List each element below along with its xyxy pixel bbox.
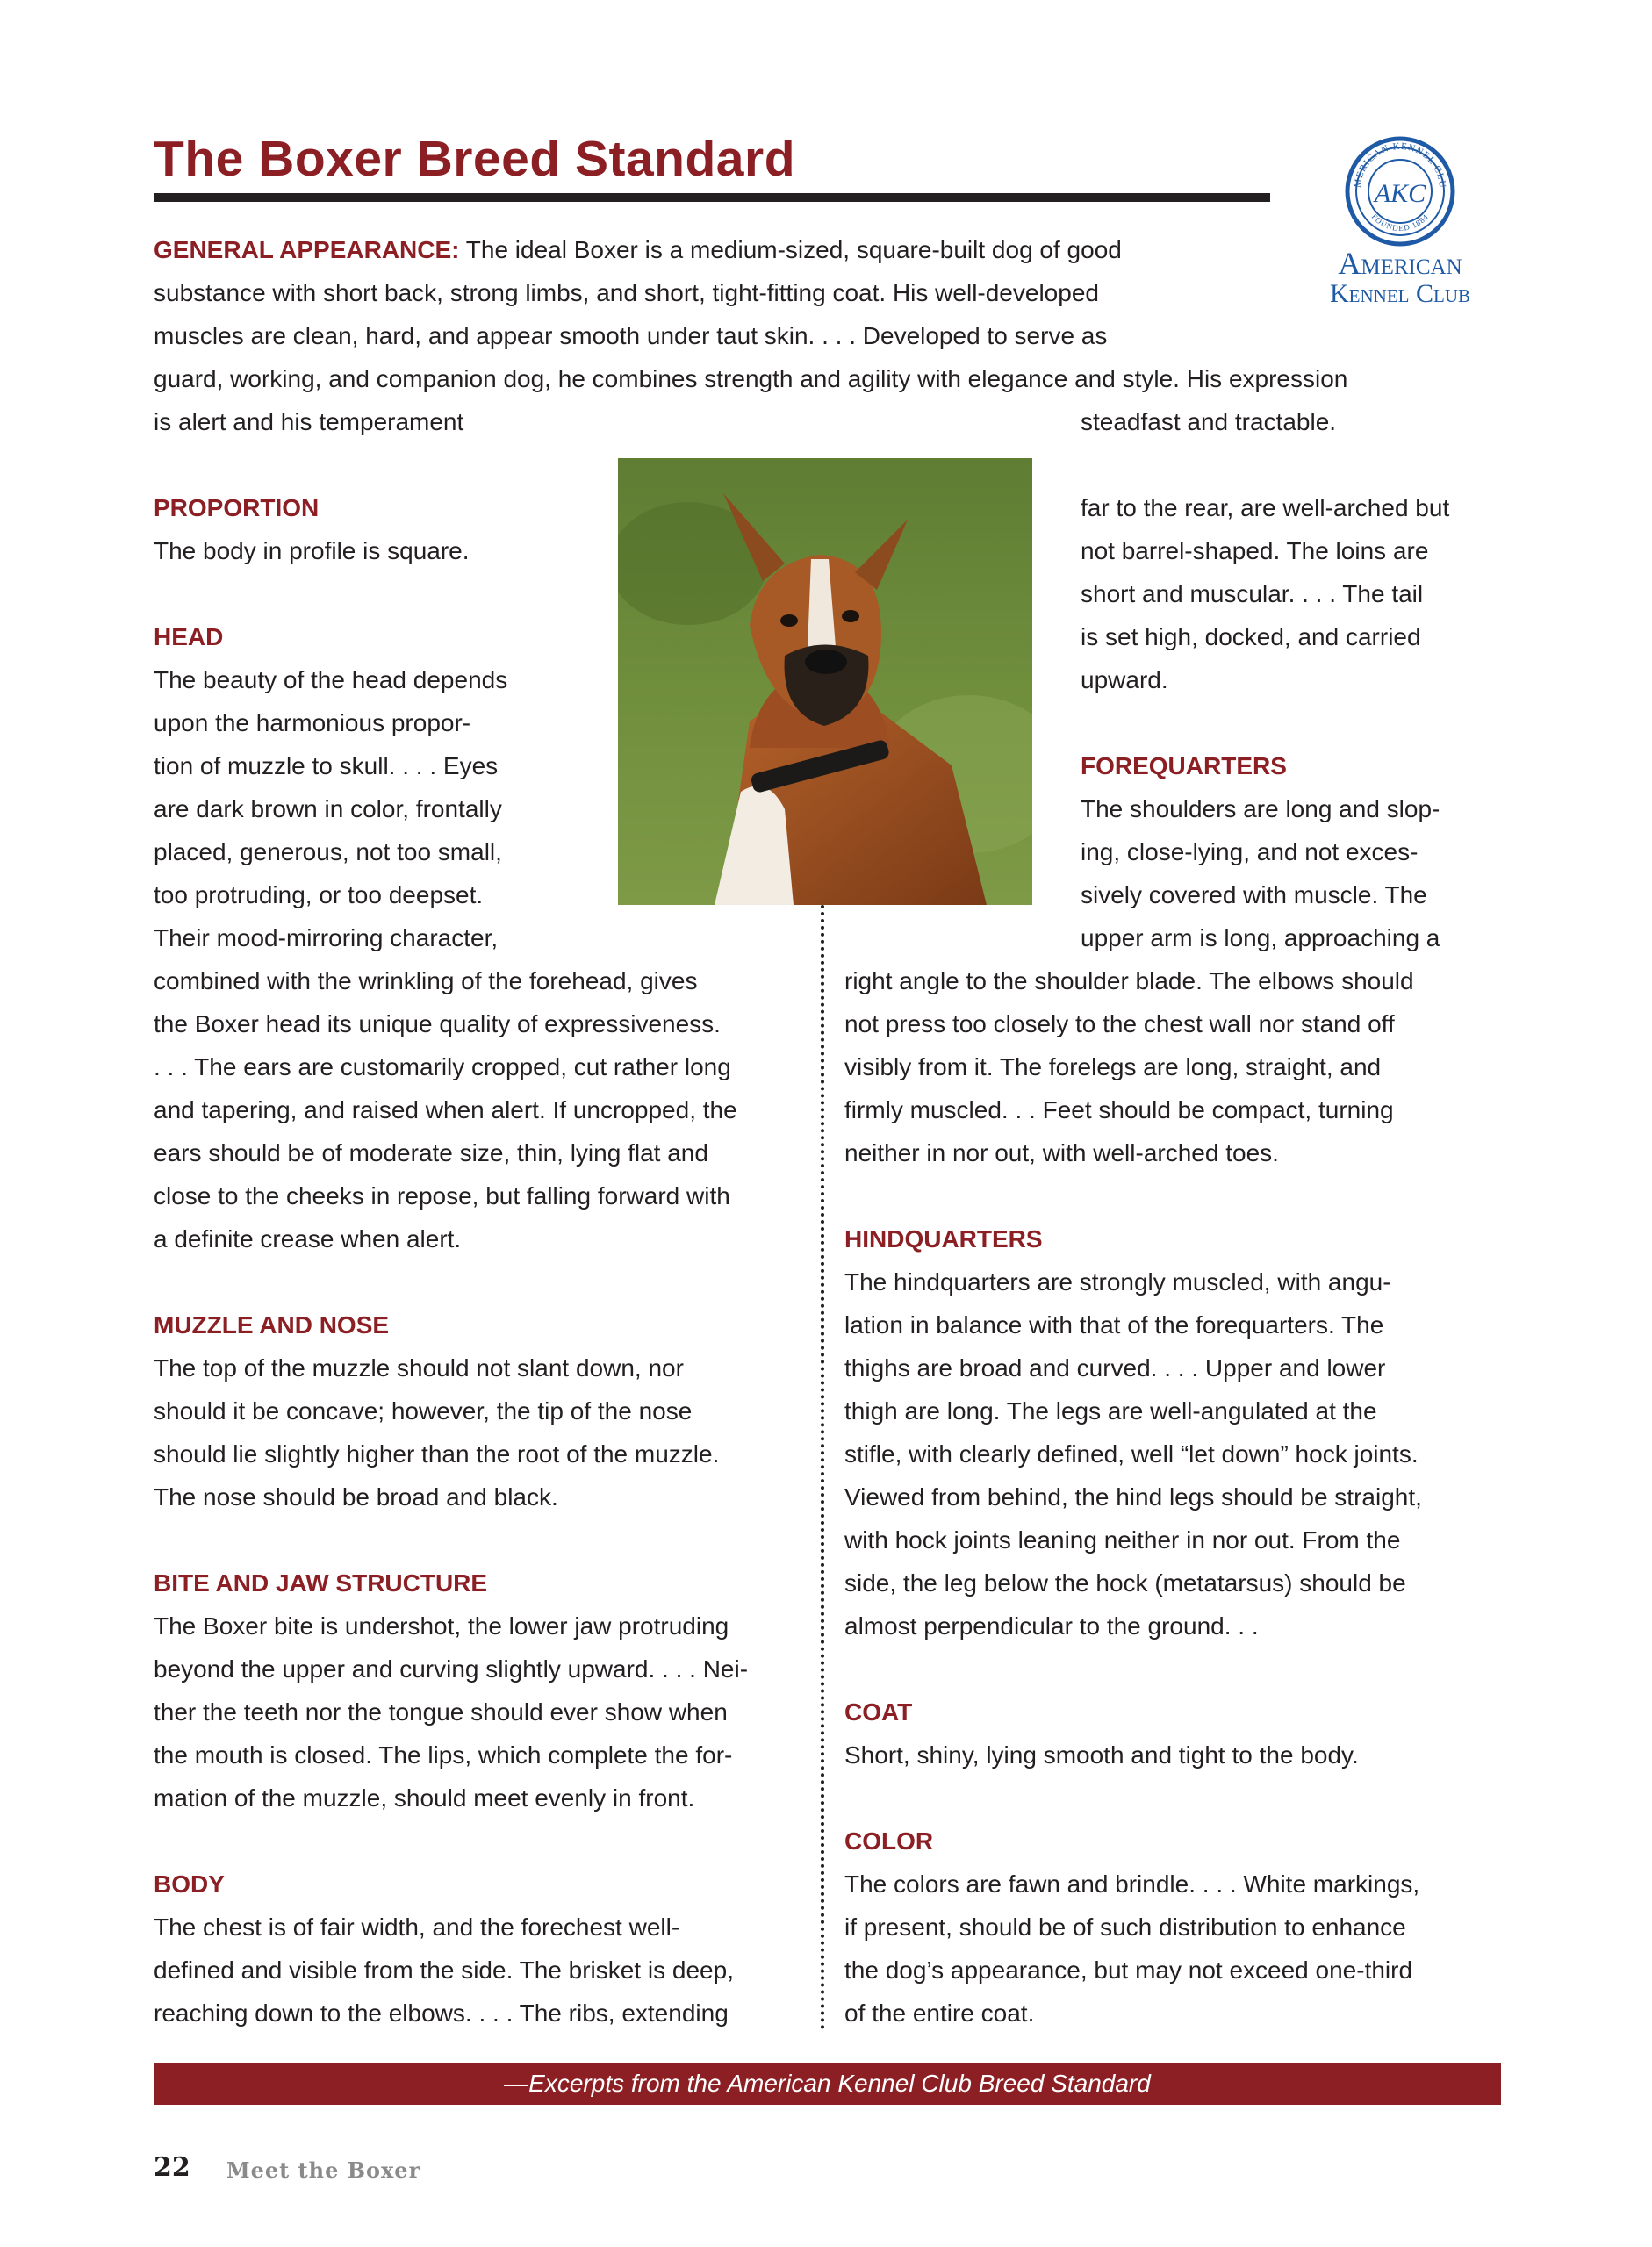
text-line: upper arm is long, approaching a (1081, 924, 1440, 951)
text-line: and tapering, and raised when alert. If uncropped, the (154, 1096, 737, 1124)
text-line: are dark brown in color, frontally (154, 795, 502, 822)
text-line: tion of muzzle to skull. . . . Eyes (154, 752, 499, 779)
logo-ring-bottom: FOUNDED 1884 (1369, 212, 1431, 233)
page-title: The Boxer Breed Standard (154, 131, 796, 187)
section-heading: BITE AND JAW STRUCTURE (154, 1569, 488, 1597)
logo-line2: Kennel Club (1330, 279, 1470, 307)
text-line: is alert and his temperament (154, 408, 464, 435)
text-line: thigh are long. The legs are well-angulated at the (844, 1397, 1377, 1425)
text-line: The nose should be broad and black. (154, 1483, 558, 1511)
section-heading: FOREQUARTERS (1081, 752, 1287, 779)
section-heading: BODY (154, 1870, 225, 1898)
logo-line1: American (1338, 246, 1462, 281)
text-line: combined with the wrinkling of the forehead, gives (154, 967, 698, 994)
text-line: the Boxer head its unique quality of expressiveness. (154, 1010, 721, 1037)
boxer-photo-image (618, 458, 1032, 905)
text-line: placed, generous, not too small, (154, 838, 502, 865)
text-line: ears should be of moderate size, thin, lying flat and (154, 1139, 708, 1167)
text-line: firmly muscled. . . Feet should be compact, turning (844, 1096, 1394, 1124)
text-line: lation in balance with that of the forequarters. The (844, 1311, 1384, 1339)
text-line: The shoulders are long and slop- (1081, 795, 1440, 822)
text-line: The hindquarters are strongly muscled, with angu- (844, 1268, 1391, 1296)
text-line: reaching down to the elbows. . . . The ribs, extending (154, 1999, 729, 2027)
section-heading: COLOR (844, 1827, 934, 1855)
general-appearance-first-line (154, 228, 1122, 271)
text-line: of the entire coat. (844, 1999, 1035, 2027)
text-line: close to the cheeks in repose, but falling forward with (154, 1182, 730, 1210)
text-line: a definite crease when alert. (154, 1225, 462, 1253)
text-line: The Boxer bite is undershot, the lower jaw protruding (154, 1612, 729, 1640)
text-line: The top of the muzzle should not slant down, nor (154, 1354, 684, 1382)
text-line: ther the teeth nor the tongue should ever show when (154, 1698, 728, 1726)
text-line: Short, shiny, lying smooth and tight to the body. (844, 1741, 1359, 1769)
text-line: The beauty of the head depends (154, 666, 508, 693)
column-divider (821, 905, 824, 2030)
text-line: Their mood-mirroring character, (154, 924, 499, 951)
text-line: almost perpendicular to the ground. . . (844, 1612, 1259, 1640)
title-rule (154, 193, 1270, 202)
running-head: Meet the Boxer (226, 2157, 421, 2183)
text-line: steadfast and tractable. (1081, 408, 1337, 435)
text-line: neither in nor out, with well-arched toes. (844, 1139, 1279, 1167)
text-line: upward. (1081, 666, 1168, 693)
section-heading: HEAD (154, 623, 224, 650)
text-line: the mouth is closed. The lips, which complete the for- (154, 1741, 733, 1769)
text-line: short and muscular. . . . The tail (1081, 580, 1424, 607)
text-line: sively covered with muscle. The (1081, 881, 1427, 908)
source-caption: —Excerpts from the American Kennel Club Breed Standard (504, 2070, 1151, 2097)
logo-ring-top: MERICAN KENNEL CLU (1352, 140, 1448, 190)
text-line: with hock joints leaning neither in nor out. From the (844, 1526, 1401, 1554)
section-heading: MUZZLE AND NOSE (154, 1311, 390, 1339)
akc-logo-icon (1299, 123, 1501, 307)
logo-monogram: AKC (1374, 179, 1426, 208)
text-line: . . . The ears are customarily cropped, cut rather long (154, 1053, 731, 1080)
general-appearance-text: The ideal Boxer is a medium-sized, square-built dog of good (465, 236, 1122, 263)
text-line: side, the leg below the hock (metatarsus) should be (844, 1569, 1406, 1597)
source-caption-bar (154, 2063, 1501, 2105)
text-line: not press too closely to the chest wall nor stand off (844, 1010, 1395, 1037)
text-line: if present, should be of such distribution to enhance (844, 1913, 1406, 1941)
section-heading: PROPORTION (154, 494, 320, 521)
text-line: The colors are fawn and brindle. . . . White markings, (844, 1870, 1420, 1898)
text-line: ing, close-lying, and not exces- (1081, 838, 1419, 865)
text-line: guard, working, and companion dog, he combines strength and agility with elegance and style. His expression (154, 365, 1348, 392)
text-line: thighs are broad and curved. . . . Upper and lower (844, 1354, 1386, 1382)
section-heading: COAT (844, 1698, 913, 1726)
text-line: far to the rear, are well-arched but (1081, 494, 1450, 521)
text-line: is set high, docked, and carried (1081, 623, 1421, 650)
text-line: upon the harmonious propor- (154, 709, 471, 736)
section-heading: HINDQUARTERS (844, 1225, 1043, 1253)
text-line: not barrel-shaped. The loins are (1081, 537, 1429, 564)
text-line: mation of the muzzle, should meet evenly in front. (154, 1784, 695, 1812)
text-line: the dog’s appearance, but may not exceed one-third (844, 1956, 1413, 1984)
text-line: defined and visible from the side. The brisket is deep, (154, 1956, 734, 1984)
text-line: substance with short back, strong limbs, and short, tight-fitting coat. His well-developed (154, 279, 1099, 306)
text-line: stifle, with clearly defined, well “let down” hock joints. (844, 1440, 1419, 1468)
akc-logo (1299, 123, 1501, 307)
text-line: should lie slightly higher than the root of the muzzle. (154, 1440, 720, 1468)
text-line: should it be concave; however, the tip of the nose (154, 1397, 693, 1425)
text-line: The chest is of fair width, and the forechest well- (154, 1913, 680, 1941)
general-appearance-heading: GENERAL APPEARANCE: (154, 236, 460, 263)
text-line: The body in profile is square. (154, 537, 470, 564)
text-line: Viewed from behind, the hind legs should be straight, (844, 1483, 1422, 1511)
boxer-photo (618, 458, 1032, 905)
text-line: muscles are clean, hard, and appear smooth under taut skin. . . . Developed to serve as (154, 322, 1108, 349)
text-line: too protruding, or too deepset. (154, 881, 484, 908)
text-line: right angle to the shoulder blade. The elbows should (844, 967, 1414, 994)
page-number: 22 (154, 2152, 190, 2183)
text-line: beyond the upper and curving slightly upward. . . . Nei- (154, 1655, 749, 1683)
text-line: visibly from it. The forelegs are long, straight, and (844, 1053, 1382, 1080)
